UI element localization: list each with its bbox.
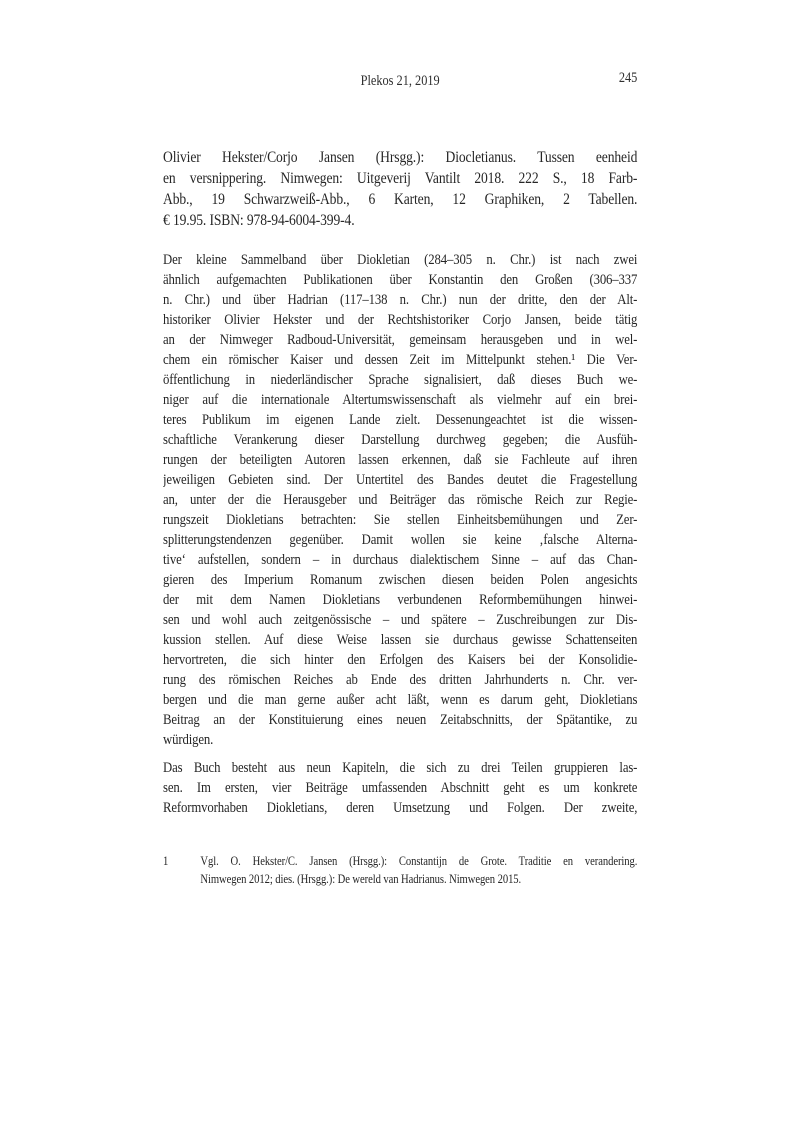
text-line: kussion stellen. Auf diese Weise lassen sie durchaus gewisse Schattenseiten [163, 632, 638, 648]
text-line: bergen und die man gerne außer acht läßt, wenn es darum geht, Diokletians [163, 692, 638, 708]
review-paragraph-1 [163, 250, 637, 750]
text-line: tive‘ aufstellen, sondern – in durchaus dialektischem Sinne – auf das Chan- [163, 552, 638, 568]
text-line: historiker Olivier Hekster und der Rechtshistoriker Corjo Jansen, beide tätig [163, 312, 638, 328]
text-line: an, unter der die Herausgeber und Beiträger das römische Reich zur Regie- [163, 492, 638, 508]
text-line: gieren des Imperium Romanum zwischen diesen beiden Polen angesichts [163, 572, 638, 588]
review-paragraph-2 [163, 758, 637, 818]
text-line: Vgl. O. Hekster/C. Jansen (Hrsgg.): Constantijn de Grote. Traditie en verandering. [200, 854, 638, 868]
page-header [163, 71, 637, 91]
footnote-number: 1 [163, 854, 169, 868]
text-line: hervortreten, die sich hinter den Erfolgen des Kaisers bei der Konsolidie- [163, 652, 638, 668]
text-line: rungszeit Diokletians betrachten: Sie stellen Einheitsbemühungen und Zer- [163, 512, 638, 528]
text-line: en versnippering. Nimwegen: Uitgeverij Vantilt 2018. 222 S., 18 Farb- [163, 170, 638, 187]
book-reference [163, 147, 637, 231]
footnote-text [200, 852, 637, 888]
text-line: Das Buch besteht aus neun Kapiteln, die sich zu drei Teilen gruppieren las- [163, 760, 638, 776]
text-line: rungen der beteiligten Autoren lassen erkennen, daß sie Fachleute auf ihren [163, 452, 638, 468]
text-line: sen. Im ersten, vier Beiträge umfassenden Abschnitt geht es um konkrete [163, 780, 638, 796]
footnote [163, 852, 637, 888]
text-line: Abb., 19 Schwarzweiß-Abb., 6 Karten, 12 Graphiken, 2 Tabellen. [163, 191, 638, 208]
text-line: würdigen. [163, 732, 214, 748]
text-line: schaftliche Verankerung dieser Darstellung durchweg gegeben; die Ausfüh- [163, 432, 638, 448]
text-line: der mit dem Namen Diokletians verbundenen Reformbemühungen hinwei- [163, 592, 638, 608]
text-column [163, 0, 637, 888]
text-line: jeweiligen Gebieten sind. Der Untertitel des Bandes deutet die Fragestellung [163, 472, 638, 488]
text-line: sen und wohl auch zeitgenössische – und spätere – Zuschreibungen zur Dis- [163, 612, 638, 628]
text-line: niger auf die internationale Altertumswissenschaft als vielmehr auf ein brei- [163, 392, 638, 408]
text-line: Der kleine Sammelband über Diokletian (284–305 n. Chr.) ist nach zwei [163, 252, 638, 268]
text-line: rung des römischen Reiches ab Ende des dritten Jahrhunderts n. Chr. ver- [163, 672, 638, 688]
text-line: Olivier Hekster/Corjo Jansen (Hrsgg.): Diocletianus. Tussen eenheid [163, 149, 638, 166]
text-line: Nimwegen 2012; dies. (Hrsgg.): De wereld van Hadrianus. Nimwegen 2015. [200, 872, 522, 886]
text-line: ähnlich aufgemachten Publikationen über Konstantin den Großen (306–337 [163, 272, 638, 288]
text-line: Reformvorhaben Diokletians, deren Umsetzung und Folgen. Der zweite, [163, 800, 638, 816]
text-line: öffentlichung in niederländischer Sprache signalisiert, daß dieses Buch we- [163, 372, 638, 388]
text-line: teres Publikum im eigenen Lande zielt. Dessenungeachtet ist die wissen- [163, 412, 638, 428]
text-line: n. Chr.) und über Hadrian (117–138 n. Chr.) nun der dritte, den der Alt- [163, 292, 638, 308]
page-number: 245 [618, 70, 638, 86]
text-line: Beitrag an der Konstituierung eines neuen Zeitabschnitts, der Spätantike, zu [163, 712, 638, 728]
text-line: splitterungstendenzen gegenüber. Damit wollen sie keine ‚falsche Alterna- [163, 532, 638, 548]
text-line: an der Nimweger Radboud-Universität, gemeinsam herausgeben und in wel- [163, 332, 638, 348]
text-line: € 19.95. ISBN: 978-94-6004-399-4. [163, 212, 355, 229]
journal-title: Plekos 21, 2019 [360, 73, 440, 89]
text-line: chem ein römischer Kaiser und dessen Zeit im Mittelpunkt stehen.¹ Die Ver- [163, 352, 638, 368]
